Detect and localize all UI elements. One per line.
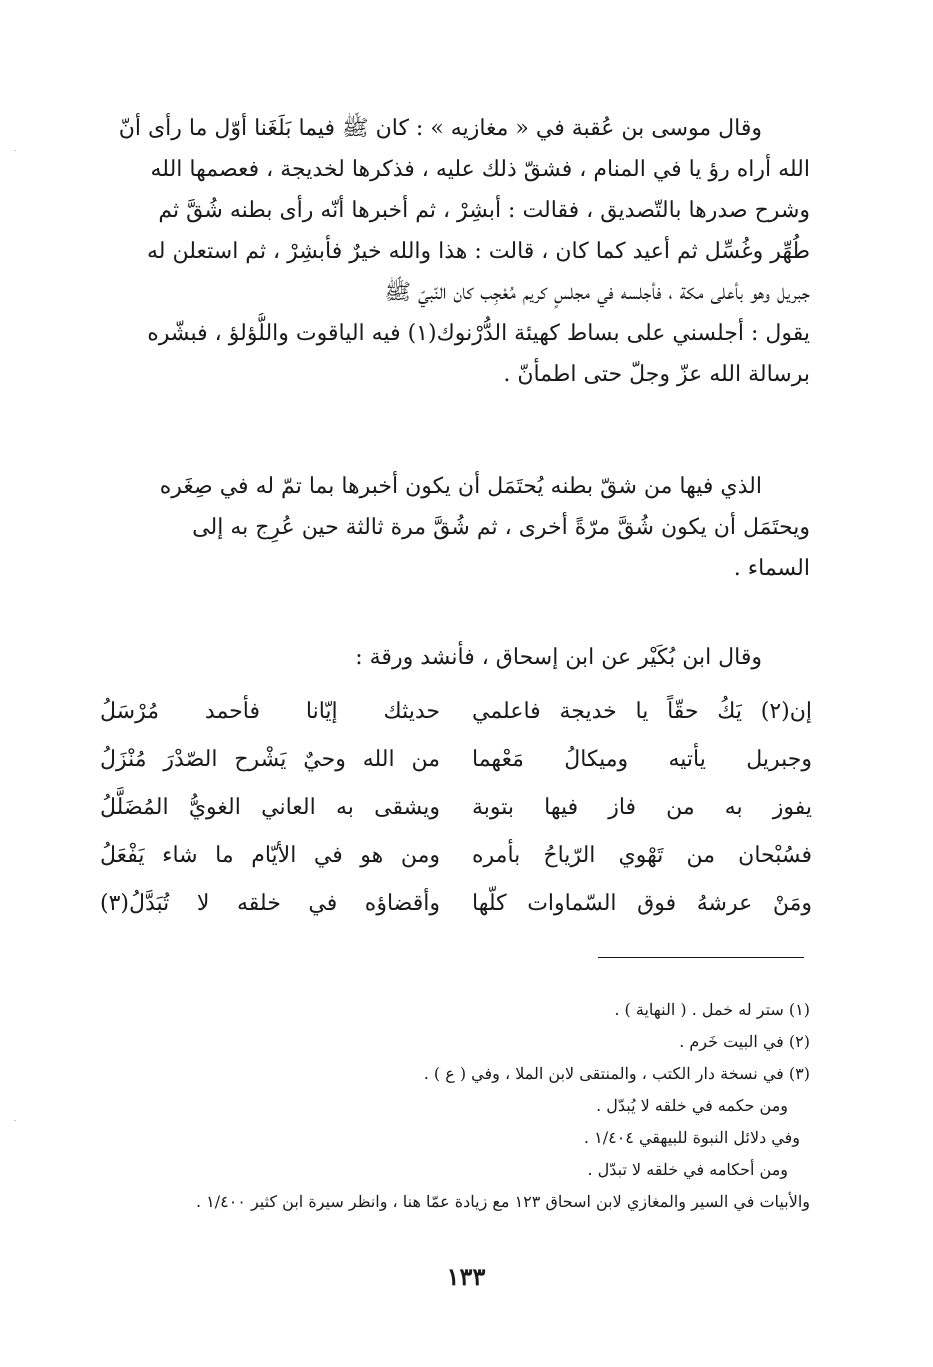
margin-mark <box>14 150 16 151</box>
footnote: (٣) في نسخة دار الكتب ، والمنتقى لابن الملا ، وفي ( ع ) . <box>423 1064 810 1083</box>
footnote-quote: ومن أحكامه في خلقه لا تبدّل . <box>587 1160 788 1179</box>
verse-first-hemistich: فسُبْحان من تَهْوي الرّياحُ بأمره <box>472 843 812 868</box>
verse-second-hemistich: من الله وحيٌ يَشْرح الصّدْرَ مُنْزَلُ <box>100 747 440 772</box>
poem-verse <box>100 784 812 832</box>
verse-second-hemistich: ويشقى به العاني الغويُّ المُضَلَّلُ <box>100 795 440 820</box>
text-line: يقول : أجلسني على بساط كهيئة الدُّرْنوك(١) فيه الياقوت واللُّؤلؤ ، فبشّره <box>147 321 810 346</box>
verse-first-hemistich: ومَنْ عرشهُ فوق السّماوات كلّها <box>472 891 812 916</box>
paragraph-ibn-bukayr <box>100 637 810 678</box>
footnote: والأبيات في السير والمغازي لابن اسحاق ١٢٣ مع زيادة عمّا هنا ، وانظر سيرة ابن كثير ١/٤٠٠ . <box>195 1192 810 1211</box>
text-line: برسالة الله عزّ وجلّ حتى اطمأنّ . <box>503 362 810 387</box>
verse-second-hemistich: وأقضاؤه في خلقه لا تُبَدَّلُ(٣) <box>100 891 440 916</box>
text-line: جبريل وهو بأعلى مكة ، فأجلسه في مجلسٍ كريم مُعْجِب كان النّبيّ ﷺ <box>384 280 810 305</box>
text-line: وشرح صدرها بالتّصديق ، فقالت : أبشِرْ ، ثم أخبرها أنّه رأى بطنه شُقَّ ثم <box>158 198 810 223</box>
text-line: الله أراه رؤ يا في المنام ، فشقّ ذلك عليه ، فذكرها لخديجة ، فعصمها الله <box>150 157 810 182</box>
verse-first-hemistich: وجبريل يأتيه وميكالُ مَعْهما <box>472 747 812 772</box>
poem-verse <box>100 688 812 736</box>
verse-second-hemistich: ومن هو في الأيّام ما شاء يَفْعَلُ <box>100 843 440 868</box>
poem-verse <box>100 832 812 880</box>
poem-verses <box>100 688 812 928</box>
paragraph-musa-ibn-uqba <box>100 108 810 395</box>
text-line: وقال ابن بُكَيْر عن ابن إسحاق ، فأنشد ورقة : <box>355 645 762 670</box>
page-number: ١٣٣ <box>446 1262 486 1291</box>
verse-second-hemistich: حديثك إيّانا فأحمد مُرْسَلُ <box>100 699 440 724</box>
footnotes <box>110 994 810 1218</box>
footnote: (١) ستر له خمل . ( النهاية ) . <box>614 1000 810 1019</box>
poem-verse <box>100 880 812 928</box>
footnote: وفي دلائل النبوة للبيهقي ١/٤٠٤ . <box>583 1128 800 1147</box>
paragraph-commentary <box>100 466 810 589</box>
footnote-quote: ومن حكمه في خلقه لا يُبدّل . <box>596 1096 788 1115</box>
verse-first-hemistich: إن(٢) يَكُ حقّاً يا خديجة فاعلمي <box>472 699 812 724</box>
text-line: طُهِّر وغُسِّل ثم أعيد كما كان ، قالت : هذا والله خيرٌ فأبشِرْ ، ثم استعلن له <box>146 239 810 264</box>
footnote: (٢) في البيت خَرم . <box>679 1032 810 1051</box>
margin-mark <box>14 1120 16 1121</box>
text-line: الذي فيها من شقّ بطنه يُحتَمَل أن يكون أخبرها بما تمّ له في صِغَره <box>159 474 762 499</box>
footnote-separator <box>598 957 804 958</box>
text-line: السماء . <box>733 556 810 581</box>
text-line: وقال موسى بن عُقبة في « مغازيه » : كان ﷺ فيما بَلَغَنا أوّل ما رأى أنّ <box>118 116 762 141</box>
poem-verse <box>100 736 812 784</box>
text-line: ويحتَمَل أن يكون شُقَّ مرّةً أخرى ، ثم شُقَّ مرة ثالثة حين عُرِج به إلى <box>192 515 810 540</box>
verse-first-hemistich: يفوز به من فاز فيها بتوبة <box>472 795 812 820</box>
